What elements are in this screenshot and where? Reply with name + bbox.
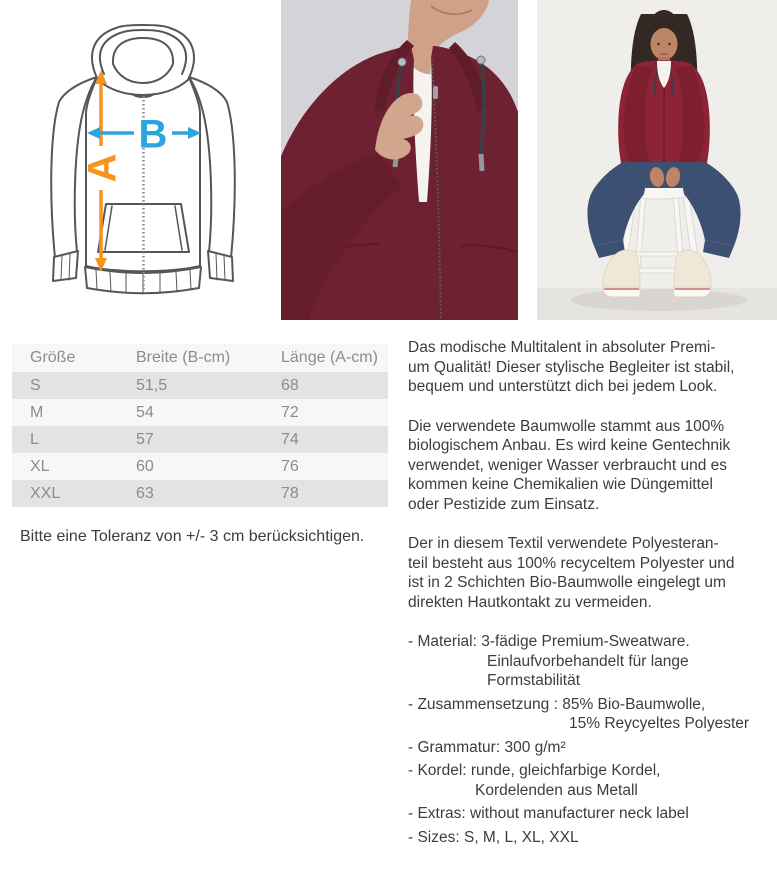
tolerance-note: Bitte eine Toleranz von +/- 3 cm berücksichtigen. [20, 528, 365, 545]
cell-size: S [30, 376, 41, 394]
table-row [12, 480, 388, 507]
description-line: Die verwendete Baumwolle stammt aus 100% [408, 417, 725, 435]
seated-photo-drawing [537, 0, 777, 320]
table-row [12, 453, 388, 480]
hoodie-outline [51, 25, 235, 294]
description-line: verwendet, weniger Wasser verbraucht und es [408, 456, 728, 474]
eyelet [398, 58, 406, 66]
list-item [408, 632, 773, 691]
cell-laenge: 78 [281, 484, 299, 502]
size-diagram [0, 0, 280, 320]
floor-shadow [571, 289, 747, 311]
description-line: - Kordel: runde, gleichfarbige Kordel, [408, 762, 661, 779]
width-label-b: B [138, 112, 168, 157]
description-line: ist in 2 Schichten Bio-Baumwolle eingelegt um [408, 574, 726, 591]
hoodie-measurement-drawing [0, 0, 280, 320]
description-line: Einlaufvorbehandelt für lange [487, 652, 689, 670]
cell-laenge: 68 [281, 376, 299, 394]
description-line: - Sizes: S, M, L, XL, XXL [408, 828, 579, 846]
cell-size: XXL [30, 484, 61, 502]
description-line: Das modische Multitalent in absoluter Premi- [408, 339, 716, 356]
column-header-groesse: Größe [30, 349, 76, 366]
cell-size: L [30, 430, 39, 448]
size-table-body [12, 372, 388, 507]
description-line: bequem und unterstützt dich bei jedem Look. [408, 378, 718, 395]
description-paragraph [408, 417, 773, 515]
description-line: 15% Reycyeltes Polyester [569, 715, 750, 732]
cell-breite: 60 [136, 457, 154, 475]
list-item [408, 761, 773, 800]
list-item [408, 738, 773, 758]
description-line: um Qualität! Dieser stylische Begleiter ist stabil, [408, 358, 735, 376]
cell-breite: 57 [136, 430, 154, 448]
description-line: - Extras: without manufacturer neck label [408, 805, 689, 822]
description-line: Formstabilität [487, 672, 581, 689]
description-paragraph [408, 338, 773, 397]
description-line: - Material: 3-fädige Premium-Sweatware. [408, 633, 690, 650]
description-line: oder Pestizide zum Einsatz. [408, 495, 600, 513]
list-item [408, 828, 773, 848]
cell-breite: 63 [136, 484, 154, 502]
description-line: - Zusammensetzung : 85% Bio-Baumwolle, [408, 695, 706, 713]
table-row [12, 426, 388, 453]
product-photo-closeup [281, 0, 518, 320]
description-paragraph [408, 534, 773, 612]
column-header-laenge: Länge (A-cm) [281, 349, 378, 366]
description-line: Der in diesem Textil verwendete Polyesteran- [408, 535, 719, 552]
cell-breite: 54 [136, 403, 154, 421]
product-description [408, 338, 773, 851]
column-header-breite: Breite (B-cm) [136, 349, 231, 366]
size-table-header-row [12, 344, 388, 372]
cell-size: XL [30, 457, 50, 475]
description-line: direkten Hautkontakt zu vermeiden. [408, 593, 652, 611]
description-line: kommen keine Chemikalien wie Düngemittel [408, 476, 713, 493]
description-list [408, 632, 773, 847]
eyelet [477, 56, 485, 64]
description-line: biologischem Anbau. Es wird keine Gentechnik [408, 437, 731, 454]
cell-breite: 51,5 [136, 376, 168, 394]
length-label-a: A [80, 153, 125, 183]
cell-size: M [30, 403, 44, 421]
size-table [12, 344, 388, 507]
closeup-photo-drawing [281, 0, 518, 320]
description-line: - Grammatur: 300 g/m² [408, 738, 566, 756]
description-line: teil besteht aus 100% recyceltem Polyester und [408, 554, 735, 572]
list-item [408, 695, 773, 734]
product-photo-model-seated [537, 0, 777, 320]
table-row [12, 399, 388, 426]
cell-laenge: 76 [281, 457, 299, 475]
description-line: Kordelenden aus Metall [475, 781, 638, 799]
table-row [12, 372, 388, 399]
list-item [408, 804, 773, 824]
cell-laenge: 72 [281, 403, 299, 421]
cell-laenge: 74 [281, 430, 299, 448]
